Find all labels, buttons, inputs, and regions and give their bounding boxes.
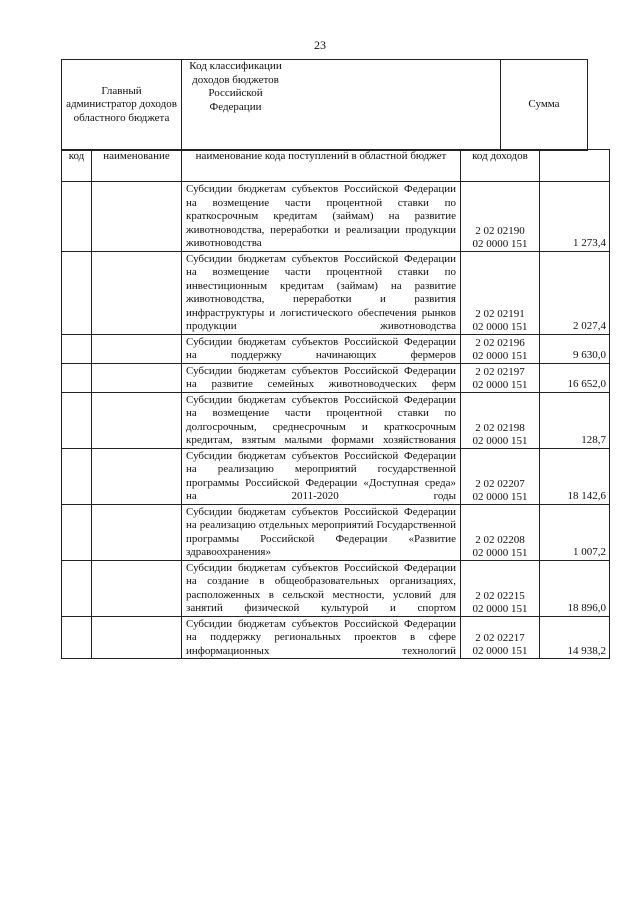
income-code-part2: 02 0000 151 (472, 378, 528, 391)
cell-amount: 18 142,6 (540, 448, 610, 504)
income-code-part2: 02 0000 151 (472, 434, 528, 447)
table-row (62, 251, 610, 334)
income-code-part2: 02 0000 151 (472, 645, 528, 657)
cell-amount: 16 652,0 (540, 363, 610, 392)
header-classification-cell (182, 60, 501, 151)
cell-admin-name (92, 616, 182, 659)
table-row (62, 392, 610, 448)
cell-admin-name (92, 182, 182, 252)
cell-amount: 9 630,0 (540, 334, 610, 363)
cell-description: Субсидии бюджетам субъектов Российской Федерации на реализацию отдельных мероприятий Государственной программы Российской Федерации «Развитие здравоохранения» (182, 504, 461, 560)
cell-income-code (461, 182, 540, 252)
cell-admin-name (92, 560, 182, 616)
cell-admin-code (62, 251, 92, 334)
header-classification: Код классификации доходов бюджетов Российской Федерации (189, 60, 282, 113)
table-header-top (61, 59, 588, 151)
cell-income-code (461, 560, 540, 616)
cell-description: Субсидии бюджетам субъектов Российской Федерации на возмещение части процентной ставки по краткосрочным кредитам (займам) на развитие животноводства, переработки и реализации продукции животноводства (182, 182, 461, 252)
cell-admin-name (92, 363, 182, 392)
table-row (62, 560, 610, 616)
income-code-part1: 2 02 02215 (475, 589, 525, 602)
cell-admin-code (62, 392, 92, 448)
cell-admin-code (62, 363, 92, 392)
table-row (62, 504, 610, 560)
cell-description: Субсидии бюджетам субъектов Российской Федерации на развитие семейных животноводческих ферм (182, 363, 461, 392)
cell-admin-code (62, 448, 92, 504)
income-code-part1: 2 02 02191 (475, 307, 525, 320)
table-row (62, 182, 610, 252)
income-code-part1: 2 02 02207 (475, 477, 525, 490)
cell-admin-name (92, 448, 182, 504)
cell-amount: 1 007,2 (540, 504, 610, 560)
cell-admin-name (92, 392, 182, 448)
cell-income-code (461, 616, 540, 659)
cell-admin-code (62, 616, 92, 659)
income-code-part1: 2 02 02196 (475, 336, 525, 349)
cell-income-code (461, 504, 540, 560)
cell-income-code (461, 363, 540, 392)
revenue-table (61, 149, 610, 659)
header-admin: Главный администратор доходов областного бюджета (62, 60, 182, 151)
table-row (62, 616, 610, 659)
cell-amount: 1 273,4 (540, 182, 610, 252)
cell-amount: 14 938,2 (540, 616, 610, 659)
col-head-code: код (62, 150, 92, 182)
cell-admin-name (92, 504, 182, 560)
income-code-part1: 2 02 02217 (475, 632, 525, 644)
cell-admin-name (92, 251, 182, 334)
income-code-part2: 02 0000 151 (472, 490, 528, 503)
income-code-part1: 2 02 02190 (475, 224, 525, 237)
cell-description: Субсидии бюджетам субъектов Российской Федерации на поддержку начинающих фермеров (182, 334, 461, 363)
cell-description: Субсидии бюджетам субъектов Российской Федерации на возмещение части процентной ставки по долгосрочным, среднесрочным и краткосрочным кредитам, взятым малыми формами хозяйствования (182, 392, 461, 448)
col-head-sum (540, 150, 610, 182)
income-code-part2: 02 0000 151 (472, 237, 528, 250)
cell-amount: 2 027,4 (540, 251, 610, 334)
cell-description: Субсидии бюджетам субъектов Российской Федерации на реализацию мероприятий государственной программы Российской Федерации «Доступная среда» на 2011-2020 годы (182, 448, 461, 504)
table-row (62, 363, 610, 392)
income-code-part1: 2 02 02208 (475, 533, 525, 546)
income-code-part2: 02 0000 151 (472, 320, 528, 333)
income-code-part1: 2 02 02198 (475, 421, 525, 434)
cell-admin-code (62, 182, 92, 252)
page-number: 23 (314, 38, 326, 52)
cell-description: Субсидии бюджетам субъектов Российской Федерации на поддержку региональных проектов в сфере информационных технологий (182, 616, 461, 659)
col-head-name: наименование (92, 150, 182, 182)
income-code-part2: 02 0000 151 (472, 349, 528, 362)
cell-admin-code (62, 504, 92, 560)
header-sum: Сумма (501, 60, 588, 151)
cell-admin-code (62, 334, 92, 363)
cell-admin-name (92, 334, 182, 363)
cell-income-code (461, 448, 540, 504)
cell-description: Субсидии бюджетам субъектов Российской Федерации на возмещение части процентной ставки по инвестиционным кредитам (займам) на развитие животноводства, переработки и развития инфраструктуры и логистического обеспечения рынков продукции животноводства (182, 251, 461, 334)
income-code-part1: 2 02 02197 (475, 365, 525, 378)
col-head-income-name: наименование кода поступлений в областной бюджет (182, 150, 461, 182)
cell-description: Субсидии бюджетам субъектов Российской Федерации на создание в общеобразовательных организациях, расположенных в сельской местности, условий для занятий физической культурой и спортом (182, 560, 461, 616)
income-code-part2: 02 0000 151 (472, 602, 528, 615)
cell-income-code (461, 392, 540, 448)
cell-amount: 128,7 (540, 392, 610, 448)
cell-admin-code (62, 560, 92, 616)
cell-income-code (461, 251, 540, 334)
income-code-part2: 02 0000 151 (472, 546, 528, 559)
table-row (62, 334, 610, 363)
table-row (62, 448, 610, 504)
cell-income-code (461, 334, 540, 363)
col-head-income-code: код доходов (461, 150, 540, 182)
cell-amount: 18 896,0 (540, 560, 610, 616)
